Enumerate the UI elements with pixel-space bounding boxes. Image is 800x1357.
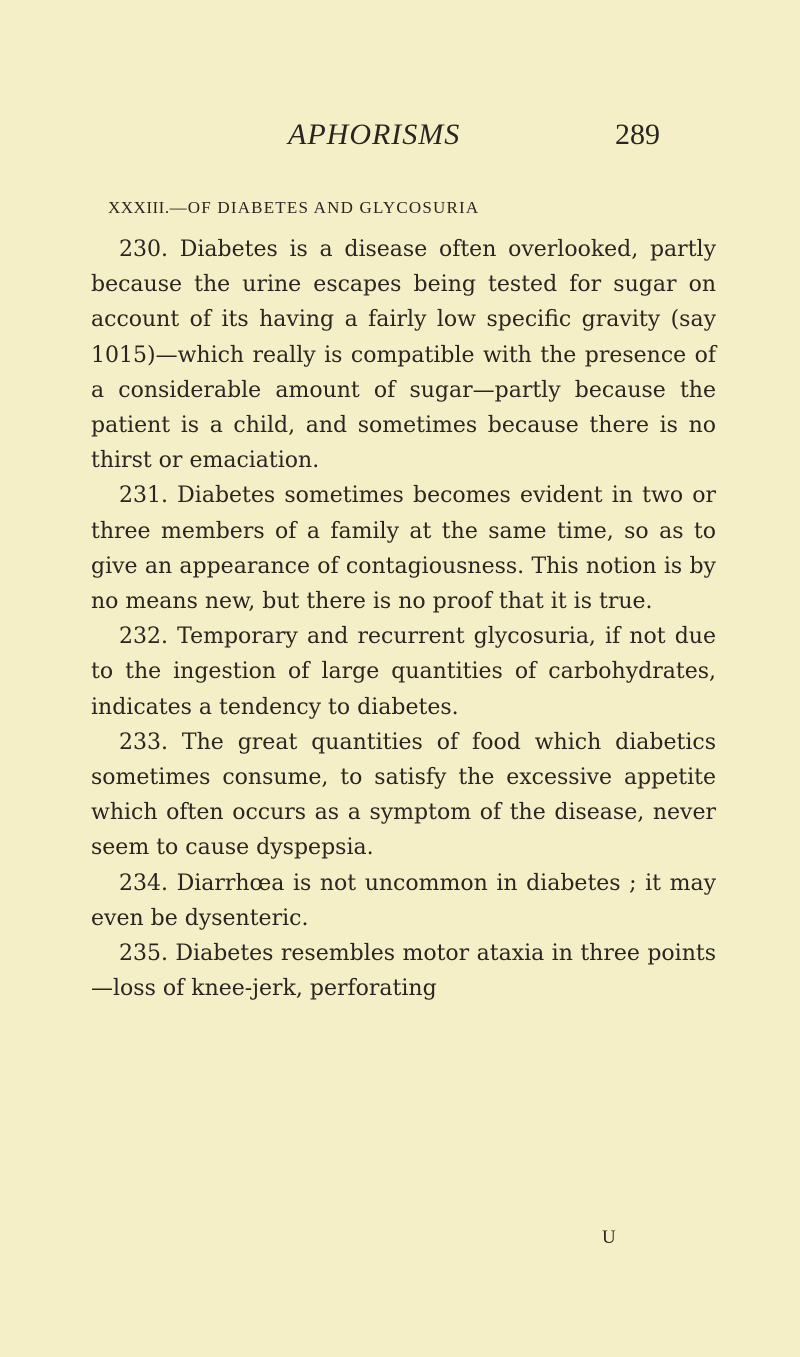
body-text <box>91 232 716 1006</box>
aphorism-paragraph <box>91 232 716 478</box>
aphorism-text: Diabetes sometimes becomes evident in two or three members of a family at the same time, so as to give an appearance of contagiousness. This notion is by no means new, but there is no proof that it is true. <box>91 483 716 615</box>
running-title: APHORISMS <box>288 118 461 151</box>
aphorism-number: 234. <box>119 870 168 896</box>
signature-mark: U <box>602 1227 616 1248</box>
aphorism-number: 232. <box>119 624 168 650</box>
running-head <box>0 118 800 158</box>
aphorism-paragraph <box>91 478 716 619</box>
aphorism-text: Diabetes is a disease often overlooked, partly because the urine escapes being tested for sugar on account of its having a fairly low specific gravity (say 1015)—which really is compatible with the presence of a considerable amount of sugar—partly because the patient is a child, and sometimes because there is no thirst or emaciation. <box>91 237 716 474</box>
aphorism-paragraph <box>91 619 716 725</box>
aphorism-text: Temporary and recurrent glycosuria, if not due to the ingestion of large quantities of carbohydrates, indicates a tendency to diabetes. <box>91 624 716 720</box>
aphorism-number: 230. <box>119 237 168 262</box>
page-number: 289 <box>615 118 660 151</box>
aphorism-paragraph <box>91 866 716 936</box>
aphorism-text: The great quantities of food which diabetics sometimes consume, to satisfy the excessive appetite which often occurs as a symptom of the disease, never seem to cause dyspepsia. <box>91 729 716 861</box>
section-title: —OF DIABETES AND GLYCOSURIA <box>169 198 480 217</box>
aphorism-paragraph <box>91 936 716 1006</box>
aphorism-number: 231. <box>119 483 168 509</box>
aphorism-text: Diarrhœa is not uncommon in diabetes ; it may even be dysenteric. <box>91 870 716 931</box>
aphorism-number: 235. <box>119 941 168 967</box>
aphorism-paragraph <box>91 725 716 866</box>
section-heading <box>108 198 748 218</box>
aphorism-number: 233. <box>119 729 168 755</box>
aphorism-text: Diabetes resembles motor ataxia in three points—loss of knee-jerk, perforating <box>91 941 716 1002</box>
section-number: XXXIII. <box>108 198 170 217</box>
